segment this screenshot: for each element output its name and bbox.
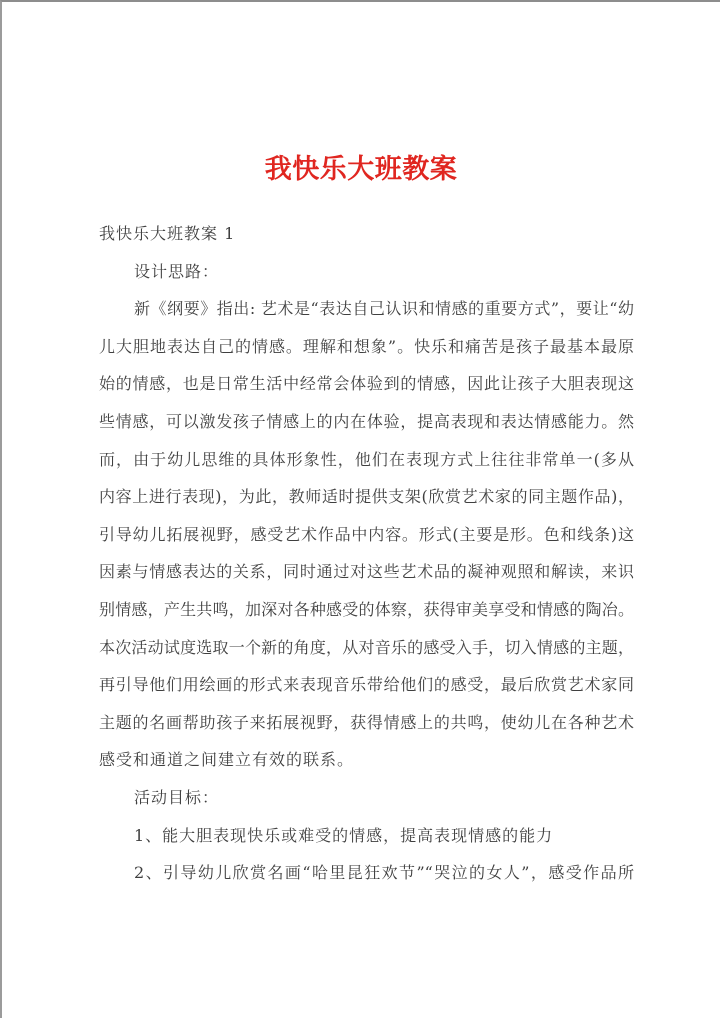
text-line: 1、能大胆表现快乐或难受的情感，提高表现情感的能力: [134, 825, 554, 845]
text-line: 本次活动试度选取一个新的角度，从对音乐的感受入手，切入情感的主题，: [99, 637, 634, 657]
text-line: 而，由于幼儿思维的具体形象性，他们在表现方式上往往非常单一(多从: [99, 449, 634, 469]
document-body: [99, 215, 634, 892]
text-line: 儿大胆地表达自己的情感。理解和想象”。快乐和痛苦是孩子最基本最原: [99, 336, 634, 356]
text-line: 些情感，可以激发孩子情感上的内在体验，提高表现和表达情感能力。然: [99, 411, 634, 431]
page-title: 我快乐大班教案: [264, 154, 458, 185]
text-line: 2、引导幼儿欣赏名画“哈里昆狂欢节”“哭泣的女人”，感受作品所: [134, 863, 634, 883]
text-line: 设计思路：: [134, 261, 220, 281]
text-line: 活动目标：: [134, 787, 220, 807]
text-line: 别情感，产生共鸣，加深对各种感受的体察，获得审美享受和情感的陶冶。: [99, 599, 634, 619]
text-line: 始的情感，也是日常生活中经常会体验到的情感，因此让孩子大胆表现这: [99, 374, 634, 394]
title-area: [2, 2, 720, 188]
text-line: 新《纲要》指出: 艺术是“表达自己认识和情感的重要方式”，要让“幼: [134, 299, 634, 319]
text-line: 因素与情感表达的关系，同时通过对这些艺术品的凝神观照和解读，来识: [99, 562, 634, 582]
text-line: 主题的名画帮助孩子来拓展视野，获得情感上的共鸣，使幼儿在各种艺术: [99, 712, 634, 732]
text-line: 我快乐大班教案 1: [99, 224, 236, 243]
text-line: 内容上进行表现)，为此，教师适时提供支架(欣赏艺术家的同主题作品)，: [99, 487, 634, 507]
text-line: 引导幼儿拓展视野，感受艺术作品中内容。形式(主要是形。色和线条)这: [99, 524, 634, 544]
text-line: 感受和通道之间建立有效的联系。: [99, 750, 355, 770]
text-line: 再引导他们用绘画的形式来表现音乐带给他们的感受，最后欣赏艺术家同: [99, 675, 634, 695]
